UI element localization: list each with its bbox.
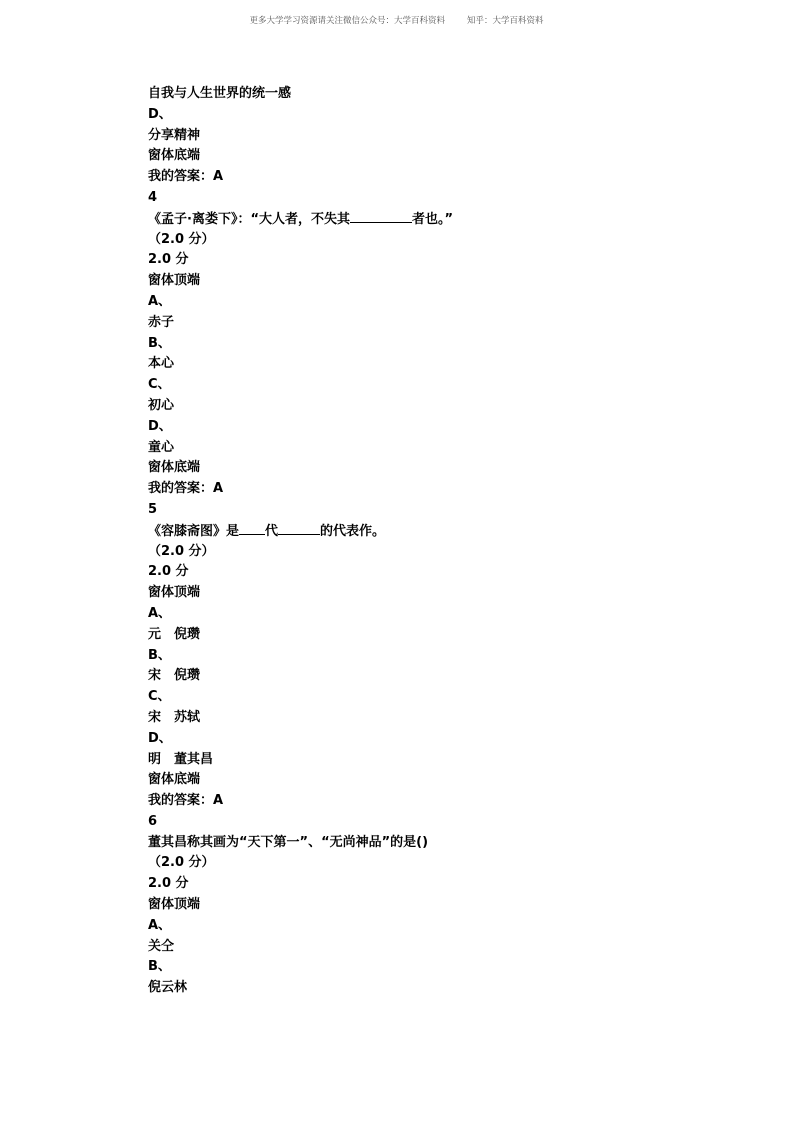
question-text-part: 代 — [265, 523, 279, 539]
option-text: 赤子 — [148, 314, 175, 330]
page-header — [0, 14, 793, 26]
option-label: B、 — [148, 959, 171, 975]
form-top-marker: 窗体顶端 — [148, 585, 201, 601]
question-number: 6 — [148, 813, 158, 829]
option-text: 自我与人生世界的统一感 — [148, 86, 292, 101]
form-bottom-marker: 窗体底端 — [148, 148, 201, 164]
option-label: C、 — [148, 689, 171, 705]
fill-in-blank — [239, 521, 265, 535]
form-top-marker: 窗体顶端 — [148, 897, 201, 913]
fill-in-blank — [350, 209, 412, 223]
form-bottom-marker: 窗体底端 — [148, 772, 201, 788]
question-score: （2.0 分） — [148, 543, 215, 559]
option-text: 童心 — [148, 439, 175, 455]
score-value: 2.0 分 — [148, 876, 189, 892]
question-text — [148, 209, 708, 230]
option-text: 元 倪瓒 — [148, 626, 201, 642]
option-label: B、 — [148, 647, 171, 663]
score-value: 2.0 分 — [148, 252, 189, 268]
option-label: A、 — [148, 293, 172, 309]
question-text-part: 的代表作。 — [320, 523, 386, 539]
my-answer: 我的答案：A — [148, 169, 224, 185]
option-label: D、 — [148, 418, 172, 434]
question-score: （2.0 分） — [148, 855, 215, 871]
option-label: C、 — [148, 377, 171, 393]
option-text: 宋 倪瓒 — [148, 668, 201, 684]
option-label: A、 — [148, 917, 172, 933]
option-text: 宋 苏轼 — [148, 709, 201, 725]
score-value: 2.0 分 — [148, 564, 189, 580]
option-label: B、 — [148, 335, 171, 351]
form-top-marker: 窗体顶端 — [148, 273, 201, 289]
document-body — [148, 84, 708, 999]
option-text: 明 董其昌 — [148, 751, 214, 767]
option-label: D、 — [148, 106, 172, 122]
question-score: （2.0 分） — [148, 231, 215, 247]
question-number: 4 — [148, 189, 158, 205]
option-text: 倪云林 — [148, 980, 188, 996]
question-text-part: 《容膝斋图》是 — [148, 523, 240, 539]
option-label: A、 — [148, 605, 172, 621]
header-zhihu-note: 知乎：大学百科资料 — [467, 16, 544, 26]
question-text: 董其昌称其画为“天下第一”、“无尚神品”的是() — [148, 834, 429, 850]
my-answer: 我的答案：A — [148, 481, 224, 497]
question-text — [148, 521, 708, 542]
option-label: D、 — [148, 730, 172, 746]
form-bottom-marker: 窗体底端 — [148, 460, 201, 476]
question-text-part: 者也。” — [411, 211, 454, 227]
question-text-part: 《孟子·离娄下》：“大人者，不失其 — [148, 211, 350, 227]
header-wechat-note: 更多大学学习资源请关注微信公众号：大学百科资料 — [249, 16, 445, 26]
fill-in-blank — [278, 521, 320, 535]
option-text: 关仝 — [148, 938, 175, 954]
option-text: 分享精神 — [148, 127, 201, 143]
option-text: 本心 — [148, 356, 175, 372]
my-answer: 我的答案：A — [148, 793, 224, 809]
question-number: 5 — [148, 501, 158, 517]
option-text: 初心 — [148, 397, 175, 413]
